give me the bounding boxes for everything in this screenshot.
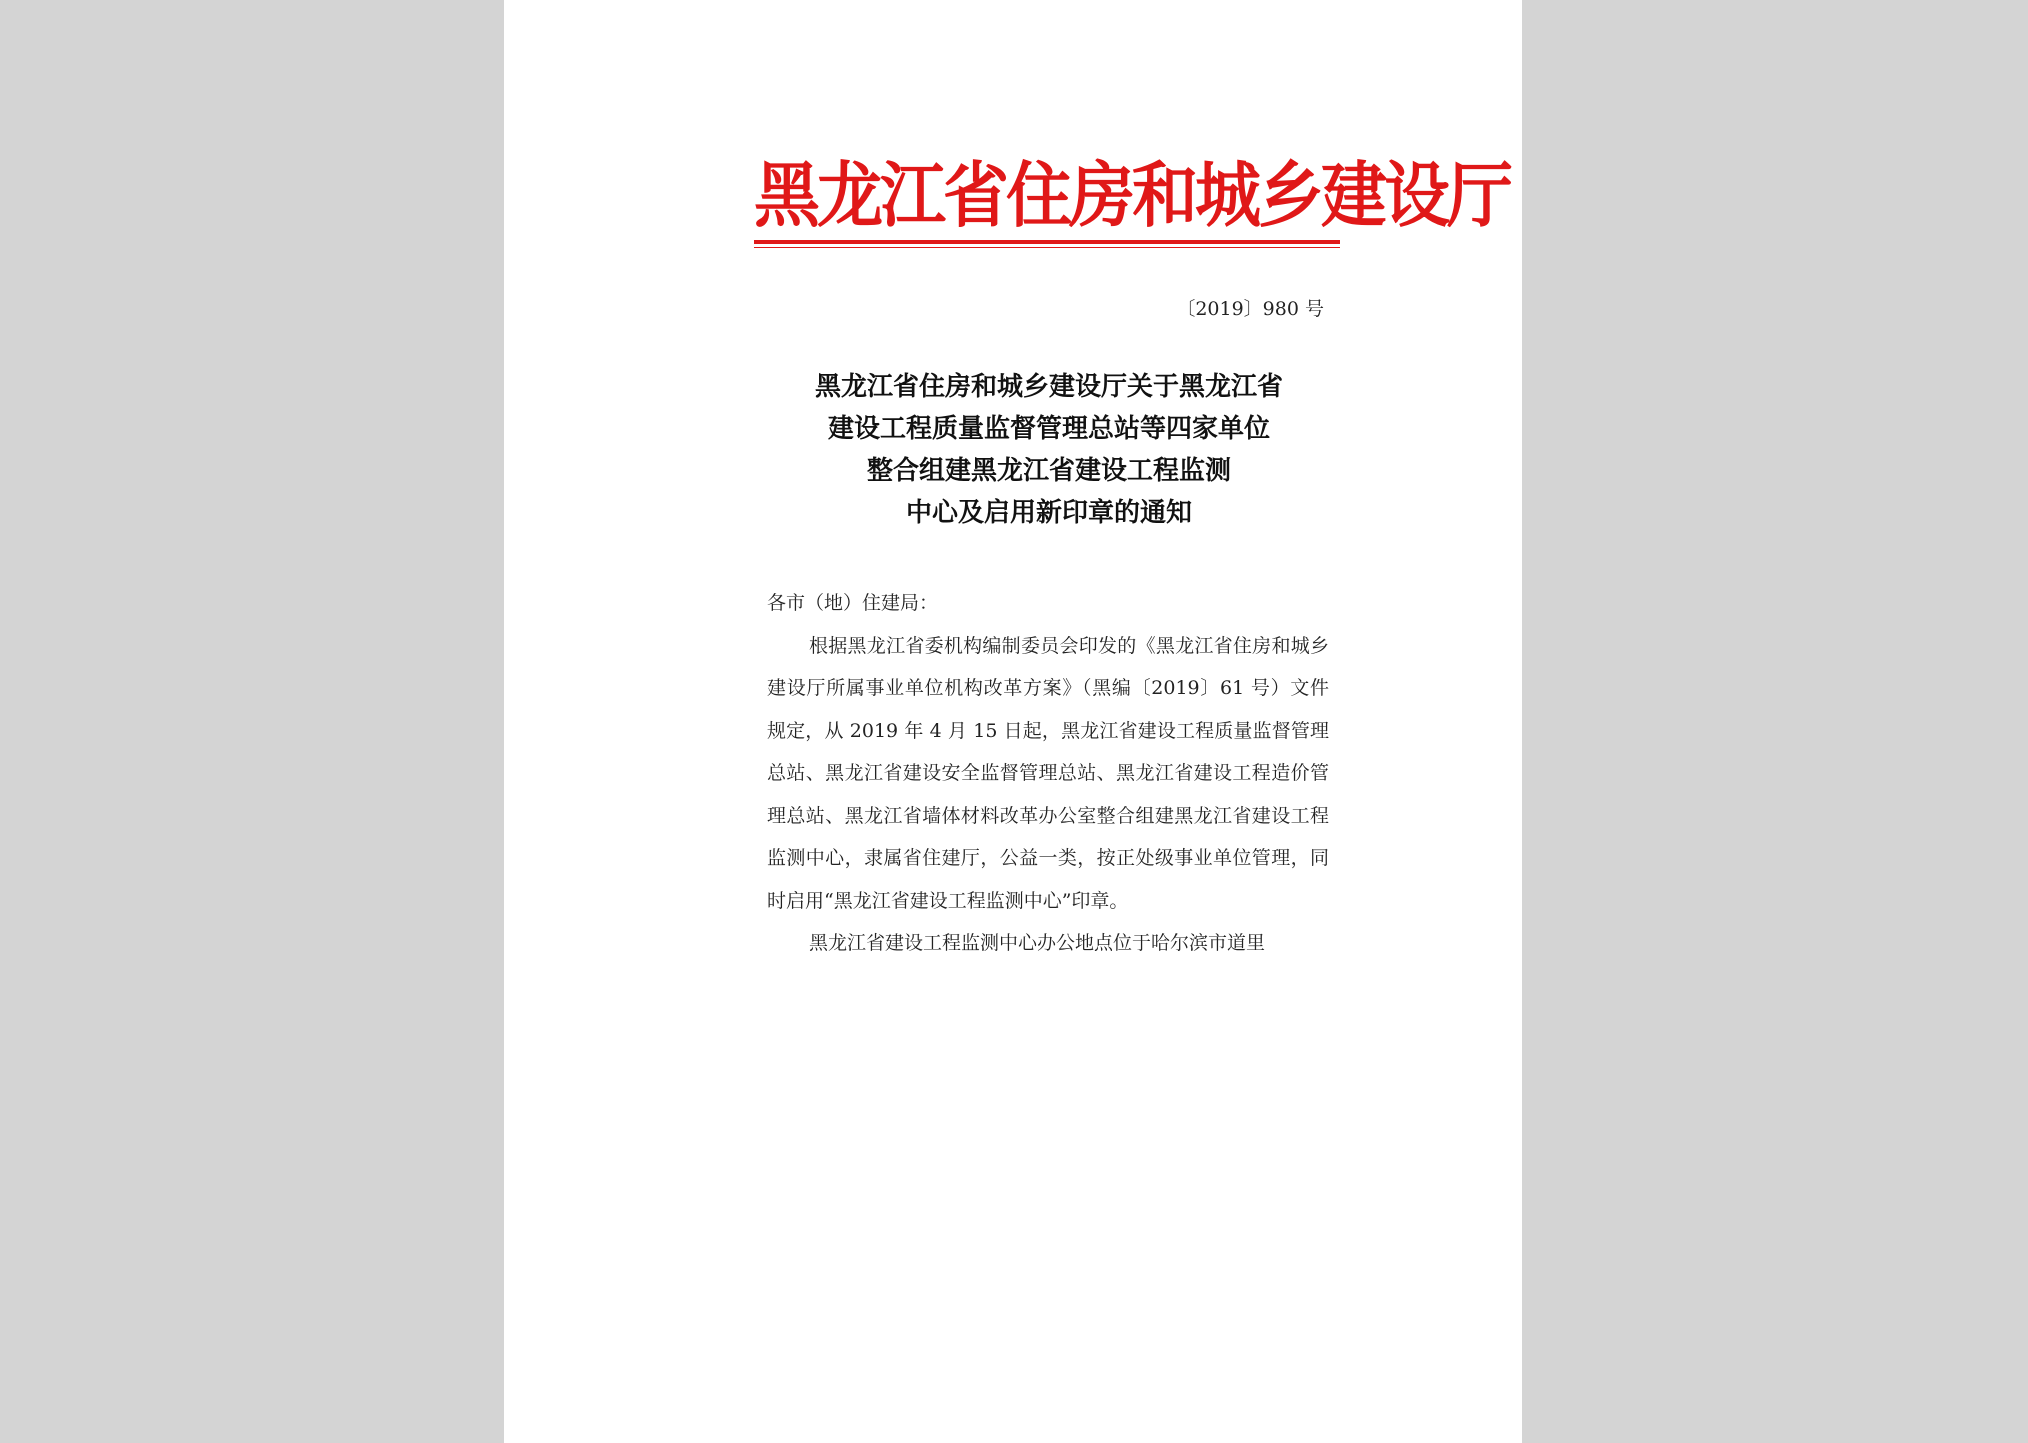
document-title-line: 整合组建黑龙江省建设工程监测 [866,456,1231,486]
document-title-line: 黑龙江省住房和城乡建设厅关于黑龙江省 [814,372,1283,402]
document-title [734,366,1364,534]
salutation: 各市（地）住建局： [767,592,939,614]
document-title-line: 中心及启用新印章的通知 [905,498,1192,528]
body-paragraph: 黑龙江省建设工程监测中心办公地点位于哈尔滨市道里 [809,932,1266,954]
document-number: 〔2019〕980 号 [1176,298,1324,320]
letterhead-red-rule-thin [754,247,1340,248]
letterhead-title: 黑龙江省住房和城乡建设厅 [754,152,1510,238]
document-title-line: 建设工程质量监督管理总站等四家单位 [827,414,1270,444]
body-paragraph: 根据黑龙江省委机构编制委员会印发的《黑龙江省住房和城乡建设厅所属事业单位机构改革方案》（黑编〔2019〕61 号）文件规定，从 2019 年 4 月 15 日起，黑龙江省建设工程质量监督管理总站、黑龙江省建设安全监督管理总站、黑龙江省建设工程造价管理总站、黑龙江省墙体材料改革办公室整合组建黑龙江省建设工程监测中心，隶属省住建厅，公益一类，按正处级事业单位管理，同时启用“黑龙江省建设工程监测中心”印章。 [767,634,1329,912]
letterhead-red-rule [754,240,1340,244]
document-page [504,0,1522,1443]
document-body [767,582,1329,965]
